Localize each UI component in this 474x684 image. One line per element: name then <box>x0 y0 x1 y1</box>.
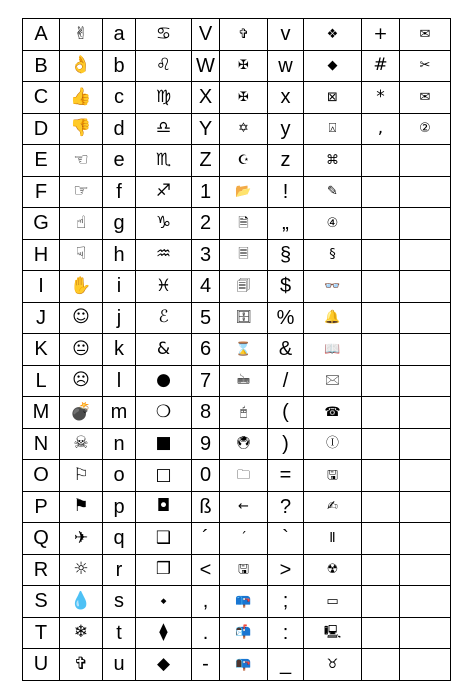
glyph-cell: 1 <box>192 176 220 208</box>
glyph-cell <box>400 145 451 177</box>
glyph-cell: ◆ <box>304 50 362 82</box>
glyph-cell: ) <box>268 428 304 460</box>
glyph-cell: 8 <box>192 397 220 429</box>
glyph-cell: B <box>23 50 60 82</box>
glyph-cell: ♉ <box>304 649 362 681</box>
glyph-cell <box>400 523 451 555</box>
glyph-cell: j <box>103 302 136 334</box>
glyph-cell <box>362 617 400 649</box>
glyph-cell: 🖲 <box>220 428 268 460</box>
glyph-cell <box>362 460 400 492</box>
glyph-cell: J <box>23 302 60 334</box>
glyph-cell: 6 <box>192 334 220 366</box>
glyph-cell: ♋ <box>136 19 192 51</box>
glyph-cell: ✂ <box>400 50 451 82</box>
glyph-cell <box>362 491 400 523</box>
glyph-cell: & <box>136 334 192 366</box>
glyph-cell: o <box>103 460 136 492</box>
glyph-cell: ( <box>268 397 304 429</box>
table-row <box>23 334 451 366</box>
glyph-cell: v <box>268 19 304 51</box>
table-row <box>23 523 451 555</box>
table-row <box>23 82 451 114</box>
glyph-cell <box>400 428 451 460</box>
glyph-cell: Ⓘ <box>304 428 362 460</box>
glyph-cell: K <box>23 334 60 366</box>
glyph-cell <box>362 365 400 397</box>
glyph-cell: 🖂 <box>304 365 362 397</box>
table-row <box>23 397 451 429</box>
glyph-cell <box>362 649 400 681</box>
glyph-cell: ♒ <box>136 239 192 271</box>
glyph-cell: , <box>192 586 220 618</box>
glyph-cell: : <box>268 617 304 649</box>
character-map-body <box>23 19 451 681</box>
glyph-cell: 📖 <box>304 334 362 366</box>
glyph-cell: p <box>103 491 136 523</box>
glyph-cell <box>400 649 451 681</box>
glyph-cell: z <box>268 145 304 177</box>
glyph-cell <box>362 208 400 240</box>
glyph-cell: ← <box>220 491 268 523</box>
glyph-cell: 🗏 <box>220 239 268 271</box>
glyph-cell: ✉ <box>400 82 451 114</box>
glyph-cell <box>400 208 451 240</box>
glyph-cell: e <box>103 145 136 177</box>
glyph-cell: y <box>268 113 304 145</box>
glyph-cell: T <box>23 617 60 649</box>
glyph-cell <box>400 334 451 366</box>
glyph-cell: ☞ <box>60 176 103 208</box>
glyph-cell <box>400 491 451 523</box>
character-map-table <box>22 18 451 681</box>
table-row <box>23 491 451 523</box>
glyph-cell: ⬩ <box>136 586 192 618</box>
glyph-cell: # <box>362 50 400 82</box>
glyph-cell: ✠ <box>220 82 268 114</box>
glyph-cell: ☜ <box>60 145 103 177</box>
glyph-cell: M <box>23 397 60 429</box>
glyph-cell: N <box>23 428 60 460</box>
glyph-cell <box>362 302 400 334</box>
glyph-cell: ß <box>192 491 220 523</box>
glyph-cell: ✉ <box>400 19 451 51</box>
glyph-cell: E <box>23 145 60 177</box>
glyph-cell: m <box>103 397 136 429</box>
glyph-cell: x <box>268 82 304 114</box>
glyph-cell: L <box>23 365 60 397</box>
glyph-cell: ℰ <box>136 302 192 334</box>
glyph-cell: ❍ <box>136 397 192 429</box>
glyph-cell: 👓 <box>304 271 362 303</box>
glyph-cell: Q <box>23 523 60 555</box>
glyph-cell: ☟ <box>60 239 103 271</box>
glyph-cell: ✡ <box>220 113 268 145</box>
glyph-cell: ! <box>268 176 304 208</box>
table-row <box>23 176 451 208</box>
glyph-cell: ✞ <box>60 649 103 681</box>
glyph-cell: ☺ <box>60 302 103 334</box>
glyph-cell: t <box>103 617 136 649</box>
glyph-cell: ⌘ <box>304 145 362 177</box>
glyph-cell <box>400 586 451 618</box>
glyph-cell: ◆ <box>136 649 192 681</box>
glyph-cell: * <box>362 82 400 114</box>
glyph-cell: 🗀 <box>220 460 268 492</box>
glyph-cell: ☹ <box>60 365 103 397</box>
glyph-cell: Y <box>192 113 220 145</box>
glyph-cell: h <box>103 239 136 271</box>
glyph-cell: ⊠ <box>304 82 362 114</box>
glyph-cell <box>362 145 400 177</box>
glyph-cell: f <box>103 176 136 208</box>
glyph-cell <box>400 176 451 208</box>
glyph-cell <box>400 397 451 429</box>
glyph-cell: ? <box>268 491 304 523</box>
glyph-cell: ♑ <box>136 208 192 240</box>
glyph-cell: ♍ <box>136 82 192 114</box>
glyph-cell: ♏ <box>136 145 192 177</box>
glyph-cell: W <box>192 50 220 82</box>
table-row <box>23 239 451 271</box>
table-row <box>23 617 451 649</box>
glyph-cell: 📬 <box>220 617 268 649</box>
glyph-cell: ● <box>136 365 192 397</box>
table-row <box>23 19 451 51</box>
glyph-cell: u <box>103 649 136 681</box>
glyph-cell: D <box>23 113 60 145</box>
glyph-cell: F <box>23 176 60 208</box>
glyph-cell: ´ <box>192 523 220 555</box>
glyph-cell: 📂 <box>220 176 268 208</box>
glyph-cell: - <box>192 649 220 681</box>
glyph-cell: A <box>23 19 60 51</box>
glyph-cell: I <box>23 271 60 303</box>
glyph-cell: Ⅱ <box>304 523 362 555</box>
glyph-cell: ◘ <box>136 491 192 523</box>
glyph-cell <box>400 460 451 492</box>
glyph-cell: ♓ <box>136 271 192 303</box>
table-row <box>23 208 451 240</box>
glyph-cell <box>362 397 400 429</box>
glyph-cell: ´ <box>220 523 268 555</box>
glyph-cell: § <box>304 239 362 271</box>
glyph-cell: . <box>192 617 220 649</box>
glyph-cell <box>362 334 400 366</box>
glyph-cell: ⍓ <box>304 113 362 145</box>
glyph-cell: 📭 <box>220 649 268 681</box>
glyph-cell: ✍ <box>304 491 362 523</box>
glyph-cell: ⧫ <box>136 617 192 649</box>
glyph-cell: q <box>103 523 136 555</box>
glyph-cell: 🖰 <box>220 397 268 429</box>
glyph-cell: ④ <box>304 208 362 240</box>
glyph-cell: H <box>23 239 60 271</box>
glyph-cell: l <box>103 365 136 397</box>
glyph-cell <box>400 365 451 397</box>
glyph-cell <box>362 554 400 586</box>
glyph-cell: ❒ <box>136 554 192 586</box>
glyph-cell: ✋ <box>60 271 103 303</box>
glyph-cell: ② <box>400 113 451 145</box>
table-row <box>23 50 451 82</box>
glyph-cell: a <box>103 19 136 51</box>
glyph-cell: ✠ <box>220 50 268 82</box>
glyph-cell: < <box>192 554 220 586</box>
glyph-cell: U <box>23 649 60 681</box>
glyph-cell: r <box>103 554 136 586</box>
table-row <box>23 649 451 681</box>
glyph-cell: $ <box>268 271 304 303</box>
glyph-cell: ❄ <box>60 617 103 649</box>
glyph-cell: 4 <box>192 271 220 303</box>
glyph-cell: 🔔 <box>304 302 362 334</box>
glyph-cell: 👎 <box>60 113 103 145</box>
table-row <box>23 365 451 397</box>
glyph-cell: k <box>103 334 136 366</box>
glyph-cell: Z <box>192 145 220 177</box>
glyph-cell: G <box>23 208 60 240</box>
glyph-cell: ☼ <box>60 554 103 586</box>
glyph-cell <box>362 176 400 208</box>
glyph-cell <box>362 586 400 618</box>
glyph-cell: & <box>268 334 304 366</box>
table-row <box>23 460 451 492</box>
glyph-cell: s <box>103 586 136 618</box>
glyph-cell: 0 <box>192 460 220 492</box>
glyph-cell: , <box>362 113 400 145</box>
glyph-cell: 🗎 <box>220 208 268 240</box>
glyph-cell: ` <box>268 523 304 555</box>
glyph-cell: X <box>192 82 220 114</box>
glyph-cell: 🗐 <box>220 271 268 303</box>
glyph-cell <box>400 239 451 271</box>
glyph-cell: + <box>362 19 400 51</box>
glyph-cell: b <box>103 50 136 82</box>
glyph-cell: ☠ <box>60 428 103 460</box>
glyph-cell: P <box>23 491 60 523</box>
glyph-cell: C <box>23 82 60 114</box>
glyph-cell: § <box>268 239 304 271</box>
glyph-cell: □ <box>136 460 192 492</box>
glyph-cell <box>400 617 451 649</box>
glyph-cell: ♎ <box>136 113 192 145</box>
glyph-cell: S <box>23 586 60 618</box>
glyph-cell: ▭ <box>304 586 362 618</box>
glyph-cell: g <box>103 208 136 240</box>
glyph-cell: 🖫 <box>220 554 268 586</box>
table-row <box>23 586 451 618</box>
glyph-cell: n <box>103 428 136 460</box>
glyph-cell: 👌 <box>60 50 103 82</box>
glyph-cell: > <box>268 554 304 586</box>
glyph-cell: ☝ <box>60 208 103 240</box>
glyph-cell: ✌ <box>60 19 103 51</box>
glyph-cell: 💣 <box>60 397 103 429</box>
glyph-cell: ☪ <box>220 145 268 177</box>
glyph-cell: ⚑ <box>60 491 103 523</box>
glyph-cell: ✈ <box>60 523 103 555</box>
table-row <box>23 428 451 460</box>
glyph-cell <box>362 523 400 555</box>
table-row <box>23 302 451 334</box>
glyph-cell: ♌ <box>136 50 192 82</box>
glyph-cell <box>362 271 400 303</box>
glyph-cell <box>362 428 400 460</box>
glyph-cell: % <box>268 302 304 334</box>
glyph-cell: „ <box>268 208 304 240</box>
glyph-cell: 5 <box>192 302 220 334</box>
glyph-cell: 🖫 <box>304 460 362 492</box>
glyph-cell: = <box>268 460 304 492</box>
glyph-cell: 9 <box>192 428 220 460</box>
glyph-cell: ❖ <box>304 19 362 51</box>
glyph-cell: w <box>268 50 304 82</box>
glyph-cell: ⚐ <box>60 460 103 492</box>
glyph-cell: V <box>192 19 220 51</box>
glyph-cell: 📪 <box>220 586 268 618</box>
glyph-cell: ■ <box>136 428 192 460</box>
glyph-cell: ♐ <box>136 176 192 208</box>
glyph-cell <box>400 554 451 586</box>
glyph-cell: _ <box>268 649 304 681</box>
glyph-cell: 🖮 <box>220 365 268 397</box>
glyph-cell <box>400 302 451 334</box>
glyph-cell: ☎ <box>304 397 362 429</box>
glyph-cell: 2 <box>192 208 220 240</box>
glyph-cell <box>362 239 400 271</box>
glyph-cell: / <box>268 365 304 397</box>
glyph-cell: ; <box>268 586 304 618</box>
glyph-cell: i <box>103 271 136 303</box>
table-row <box>23 271 451 303</box>
glyph-cell: 💧 <box>60 586 103 618</box>
glyph-cell: 😐 <box>60 334 103 366</box>
glyph-cell: ❑ <box>136 523 192 555</box>
glyph-cell <box>400 271 451 303</box>
table-row <box>23 113 451 145</box>
glyph-cell: ✞ <box>220 19 268 51</box>
glyph-cell: ⌛ <box>220 334 268 366</box>
glyph-cell: 🖳 <box>304 617 362 649</box>
glyph-cell: 3 <box>192 239 220 271</box>
glyph-cell: ☢ <box>304 554 362 586</box>
glyph-cell: R <box>23 554 60 586</box>
table-row <box>23 554 451 586</box>
table-row <box>23 145 451 177</box>
glyph-cell: c <box>103 82 136 114</box>
glyph-cell: d <box>103 113 136 145</box>
glyph-cell: 👍 <box>60 82 103 114</box>
glyph-cell: 7 <box>192 365 220 397</box>
glyph-cell: O <box>23 460 60 492</box>
glyph-cell: ✎ <box>304 176 362 208</box>
glyph-cell: 🗄 <box>220 302 268 334</box>
